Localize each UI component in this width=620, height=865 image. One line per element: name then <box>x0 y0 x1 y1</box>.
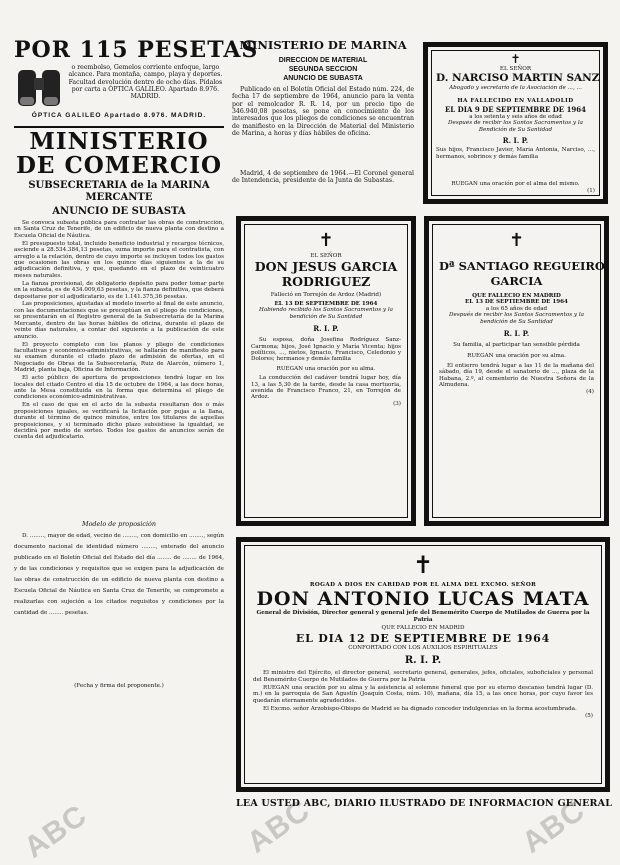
obituary-rip: R. I. P. <box>502 136 529 146</box>
obituary-family: Su esposa, doña Josefina Rodríguez Sanz-Carmona; hijos, José Ignacio y María Vicenta; hijos políticos, ..., nietos, Ignacio, Francisco, Celedonio y Dolores; hermanos y demás familia <box>251 337 401 363</box>
cross-icon: ✝ <box>510 52 521 66</box>
marina-title: MINISTERIO DE MARINA <box>239 38 407 52</box>
obituary-rip: R. I. P. <box>313 324 339 334</box>
obituary-family: Su familia, al participar tan sensible pérdida <box>453 342 580 349</box>
binoculars-image <box>14 64 64 112</box>
watermark-abc: ABC <box>18 798 94 865</box>
obituary-rip: R. I. P. <box>404 655 442 667</box>
modelo-title: Modelo de proposición <box>82 519 156 528</box>
marina-section: SEGUNDA SECCION <box>288 66 358 73</box>
obituary-ruego: ROGAD A DIOS EN CARIDAD POR EL ALMA DEL EXCMO. SEÑOR <box>309 582 537 588</box>
obituary-regueiro <box>424 216 609 526</box>
obituary-text-3: El Excmo. señor Arzobispo-Obispo de Madrid se ha dignado conceder indulgencias en la forma acostumbrada. <box>263 706 577 713</box>
paragraph: La fianza provisional, de obligatorio depósito para poder tomar parte en la subasta, es de 434.009,63 pesetas, y la fianza definitiva, que deberá depositarse por el adjudicatario, es de 1.141.375,36 pesetas. <box>14 280 224 300</box>
obituary-date: EL 13 DE SEPTIEMBRE DE 1964 <box>465 299 568 306</box>
obituary-ruegan: RUEGAN una oración por el alma del mismo. <box>451 181 580 188</box>
obituary-confortado: CONFORTADO CON LOS AUXILIOS ESPIRITUALES <box>348 644 498 651</box>
obituary-name-2: RODRIGUEZ <box>281 274 371 290</box>
obituary-place: Falleció en Torrejón de Ardoz (Madrid) <box>270 292 382 299</box>
modelo-text: D. ........, mayor de edad, vecino de ........, con domicilio en ........, según documento nacional de identidad número ........, enterado del anuncio publicado en el Boletín Oficial del Estado del día ........ de ........ de 1964, y de las condiciones y requisitos que se exigen para la adjudicación de las obras de construcción de un edificio de nueva planta con destino a Escuela Oficial de Náutica en Santa Cruz de Tenerife, se compromete a realizarlas con sujeción a los citados requisitos y condiciones por la cantidad de ........ pesetas. <box>14 533 224 616</box>
paragraph: Las proposiciones, ajustadas al modelo inserto al final de este anuncio, con las documentaciones que se preceptúan en el pliego de condiciones, se presentarán en el Registro general de la Subsecretaría de la Marina Mercante, dentro de las horas hábiles de oficina, durante el plazo de veinte días naturales, a contar del siguiente a la publicación de este anuncio. <box>14 301 224 340</box>
marina-direction: DIRECCION DE MATERIAL <box>278 57 368 64</box>
obituary-name-2: GARCIA <box>490 274 543 288</box>
cross-icon: ✝ <box>412 551 434 579</box>
footer-slogan: LEA USTED ABC, DIARIO ILUSTRADO DE INFORMACION GENERAL <box>236 798 613 809</box>
obituary-age: a los 65 años de edad <box>485 305 548 312</box>
paragraph: Se convoca subasta pública para contratar las obras de construcción, en Santa Cruz de Tenerife, de un edificio de nueva planta con destino a Escuela Oficial de Náutica. <box>14 219 224 239</box>
obituary-fallecio: QUE FALLECIO EN MADRID <box>381 625 465 632</box>
cross-icon: ✝ <box>318 230 334 251</box>
ministry-title-2: DE COMERCIO <box>15 151 223 179</box>
paragraph: El proyecto completo con los planos y pliego de condiciones facultativas y económico-administrativas, se hallarán de manifiesto para su examen durante el citado plazo de admisión de ofertas, en el Negociado de Obras de la Subsecretaría, Ruiz de Alarcón, número 1, Madrid, planta baja, Oficina de Información. <box>14 341 224 374</box>
marina-notice <box>232 38 414 185</box>
paragraph: El acto público de apertura de proposiciones tendrá lugar en los locales del citado Centro el día 15 de octubre de 1964, a las doce horas, ante la Mesa constituida en la forma que determina el pliego de condiciones económico-administrativas. <box>14 375 224 401</box>
obituary-fallecio: QUE FALLECIO EN MADRID <box>472 293 561 299</box>
obituary-name-1: Dª SANTIAGO REGUEIRO <box>439 259 605 273</box>
obituary-senor: EL SEÑOR <box>499 66 532 72</box>
cross-icon: ✝ <box>508 230 525 251</box>
obituary-sacraments: Habiendo recibido los Santos Sacramentos y la bendición de Su Santidad <box>259 307 393 320</box>
watermark-abc: ABC <box>516 793 592 860</box>
marina-text: Publicado en el Boletín Oficial del Estado núm. 224, de fecha 17 de septiembre de 1964, anuncio para la venta por el remolcador R. R. 14, por un precio tipo de 346.940,08 pesetas, se pone en conocimiento de los interesados que los pliegos de condiciones se encuentran de manifiesto en la Dirección de Material del Ministerio de Marina, a horas y días hábiles de oficina. <box>232 86 414 137</box>
obituary-ruegan: RUEGAN una oración por su alma. <box>276 365 376 372</box>
obituary-ref: (4) <box>586 388 594 395</box>
marina-anuncio: ANUNCIO DE SUBASTA <box>283 75 363 82</box>
obituary-date: EL DIA 9 DE SEPTIEMBRE DE 1964 <box>444 104 587 114</box>
obituary-name: D. NARCISO MARTIN SANZ <box>436 72 600 85</box>
obituary-age: a los setenta y seis años de edad <box>469 113 562 120</box>
obituary-martin-sanz <box>423 42 608 204</box>
obituary-family: Sus hijos, Francisco Javier, María Antonia, Narciso, ..., hermanos, sobrinos y demás familia <box>436 147 595 160</box>
obituary-date: EL 13 DE SEPTIEMBRE DE 1964 <box>274 300 378 307</box>
ministry-title-1: MINISTERIO <box>29 127 209 155</box>
ad-company: ÓPTICA GALILEO <box>31 112 102 119</box>
obituary-lucas-mata <box>236 537 610 792</box>
paragraph: El presupuesto total, incluido beneficio industrial y recargos técnicos, asciende a 28.534.384,13 pesetas, suma importe para el contratista, con arreglo a la relación, dentro de cuyo importe se incluyen todos los gastos que ocasionen las obras en los quince días siguientes a la de su adjudicación definitiva, y que, quedando en el plazo de veinticuatro meses naturales. <box>14 240 224 279</box>
obituary-sacraments: Después de recibir los Santos Sacramentos y la Bendición de Su Santidad <box>448 120 583 133</box>
marina-footer: Madrid, 4 de septiembre de 1964.—El Coronel general de Intendencia, presidente de la Junta de Subastas. <box>232 170 414 185</box>
obituary-rank: General de División, Director general y general jefe del Benemérito Cuerpo de Mutilados de Guerra por la Patria <box>256 610 590 623</box>
obituary-ref: (1) <box>587 187 595 194</box>
obituary-text-1: El ministro del Ejército, el director general, secretario general, generales, jefes, oficiales, suboficiales y personal del Benemérito Cuerpo de Mutilados de Guerra por la Patria <box>253 670 593 683</box>
obituary-name-1: DON JESUS GARCIA <box>254 259 398 275</box>
obituary-ruegan: RUEGAN una oración por su alma. <box>467 352 566 359</box>
obituary-subtitle: Abogado y secretario de la Asociación de ..., ... <box>449 85 582 92</box>
ad-title: POR 115 PESETAS <box>14 37 259 63</box>
modelo-sign: (Fecha y firma del proponente.) <box>74 683 164 690</box>
watermark-abc: ABC <box>241 793 317 860</box>
ad-text: o reembolso, Gemelos corriente enfoque, largo alcance. Para montaña, campo, playa y deportes. Facultad devolución dentro de ocho días. Pídalos por carta a ÓPTICA GALILEO. Apartado 8.976. MADRID. <box>68 64 223 101</box>
obituary-jesus-garcia <box>236 216 416 526</box>
obituary-ref: (3) <box>393 400 401 407</box>
subasta-body <box>14 220 224 518</box>
obituary-rip: R. I. P. <box>503 329 530 339</box>
left-column <box>14 37 259 690</box>
obituary-name: DON ANTONIO LUCAS MATA <box>256 588 590 611</box>
obituary-entierro: La conducción del cadáver tendrá lugar hoy, día 13, a las 5,30 de la tarde, desde la casa mortuoria, avenida de Francisco Franco, 21, en Torrejón de Ardoz. <box>251 375 401 401</box>
anuncio-heading: ANUNCIO DE SUBASTA <box>52 205 186 217</box>
obituary-date: EL DIA 12 DE SEPTIEMBRE DE 1964 <box>295 631 551 645</box>
obituary-sacraments: Después de recibir los Santos Sacramentos y la bendición de Su Santidad <box>449 312 584 325</box>
obituary-ref: (5) <box>585 712 593 719</box>
obituary-entierro: El entierro tendrá lugar a las 11 de la mañana del sábado, día 19, desde el sanatorio de ..., plaza de la Habana, 2.º, al cementerio de Nuestra Señora de la Almudena. <box>439 362 594 389</box>
obituary-senor: EL SEÑOR <box>310 253 342 259</box>
obituary-fallecio: HA FALLECIDO EN VALLADOLID <box>457 98 574 105</box>
ad-address: Apartado 8.976. MADRID. <box>104 112 207 119</box>
obituary-text-2: RUEGAN una oración por su alma y la asistencia al solemne funeral que por su eterno descanso tendrá lugar (D. m.) en la parroquia de San Agustín (Joaquín Costa, núm. 10), mañana, día 15, a las once horas, por cuyo favor les quedarán eternamente agradecidos. <box>253 684 593 704</box>
paragraph: En el caso de que en el acto de la subasta resultaran dos o más proposiciones iguales, se verificará la licitación por pujas a la llana, durante el término de quince minutos, entre los titulares de aquellas proposiciones, y si terminado dicho plazo subsistiese la igualdad, se decidirá por medio de sorteo. Todos los gastos de anuncios serán de cuenta del adjudicatario. <box>14 402 224 441</box>
subsecretaria-heading: SUBSECRETARIA de la MARINA MERCANTE <box>28 179 210 203</box>
